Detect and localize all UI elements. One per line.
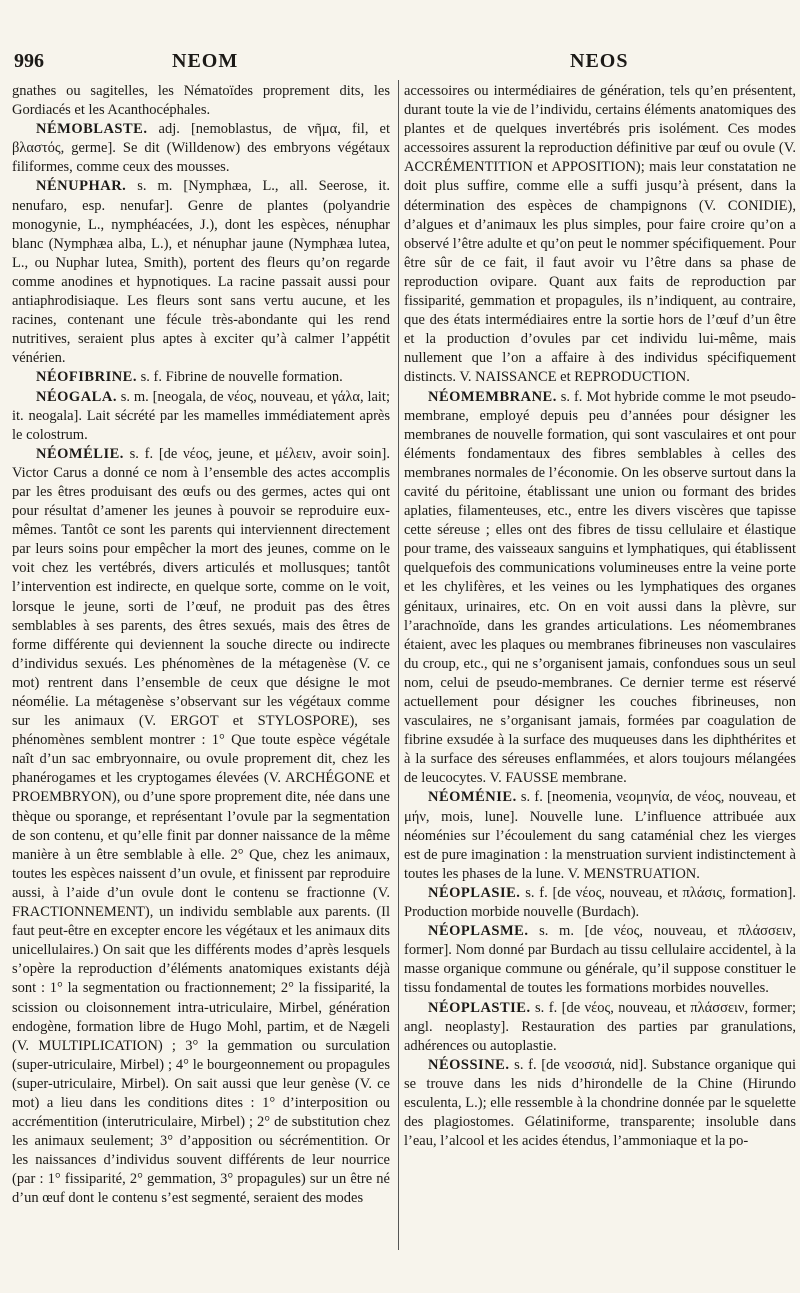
entry-neossine: [404, 1056, 796, 1151]
entry-body: s. m. [neogala, de νέος, nouveau, et γάλα, lait; it. neogala]. Lait sécrété par les mamelles immédiatement après le colostrum.: [12, 388, 390, 443]
headword: NÉOGALA.: [36, 388, 117, 405]
entry-neoplasie: [404, 884, 796, 922]
entry-body: s. f. [de νέος, nouveau, et πλάσσειν, former; angl. neoplasty]. Restauration des parties par granulations, adhérences ou autoplastie.: [404, 999, 796, 1054]
page-number: 996: [14, 50, 44, 72]
headword: NÉNUPHAR.: [36, 178, 127, 195]
headword: NÉMOBLASTE.: [36, 121, 148, 138]
left-running-head: NEOM: [172, 50, 239, 72]
entry-neoplastie: [404, 999, 796, 1056]
entry-nemoblaste: [12, 120, 390, 177]
entry-neomelie: [12, 445, 390, 1209]
entry-neomenie: [404, 788, 796, 883]
headword: NÉOMEMBRANE.: [428, 388, 557, 405]
entry-body: s. f. [de νέος, nouveau, et πλάσις, formation]. Production morbide nouvelle (Burdach).: [404, 884, 796, 921]
running-header: [0, 50, 800, 80]
headword: NÉOMÉNIE.: [428, 789, 517, 806]
entry-body: s. f. [neomenia, νεομηνία, de νέος, nouveau, et μήν, mois, lune]. Nouvelle lune. L’influence attribuée aux néoménies sur l’écoulement du sang cataménial chez les vierges est de pure imagination : la menstruation survient indistinctement à toutes les phases de la lune. V. MENSTRUATION.: [404, 789, 796, 882]
headword: NÉOSSINE.: [428, 1056, 510, 1073]
entry-body: s. f. [de νεοσσιά, nid]. Substance organique qui se trouve dans les nids d’hirondelle de la Chine (Hirundo esculenta, L.); elle ressemble à la chondrine donnée par le squelette des plagiostomes. Gélatiniforme, transparente; insoluble dans l’eau, l’alcool et les acides étendus, l’ammoniaque et la po-: [404, 1056, 796, 1150]
column-divider: [398, 80, 399, 1250]
entry-body: s. f. Mot hybride comme le mot pseudo-membrane, employé depuis peu d’années pour désigner les membranes de nouvelle formation, qui sont vasculaires et ont pour éléments fondamentaux des fibres semblables à celles des membranes normales de l’économie. On les observe surtout dans la cavité du péritoine, établissant une union ou formant des brides aplaties, filamenteuses, etc., entre les divers viscères que tapisse cette séreuse ; elles ont des fibres de tissu cellulaire et élastique pour trame, des vaisseaux sanguins et lymphatiques, qui établissent quelquefois des communications volumineuses entre la veine porte et les chylifères, et les veines ou les lymphatiques des organes génitaux, urinaires, etc. On en voit aussi dans la plèvre, sur l’arachnoïde, dans les grandes articulations. Les néomembranes étaient, avec les plaques ou membranes fibrineuses non vasculaires du croup, etc., qui ne s’organisent jamais, confondues sous un seul nom, celui de pseudo-membranes. Ce dernier terme est réservé actuellement pour désigner les couches fibrineuses, non vasculaires, ne s’organisant jamais, formées par coagulation de fibrine exsudée à la surface des muqueuses dans les diphthérites et à la surface des séreuses enflammées, et alors toujours mélangées de leucocytes. V. FAUSSE membrane.: [404, 388, 796, 787]
right-column: [404, 82, 796, 1151]
left-column: [12, 82, 390, 1209]
entry-body: s. m. [de νέος, nouveau, et πλάσσειν, former]. Nom donné par Burdach au tissu cellulaire accidentel, à la masse organique commune ou générale, qu’il suppose constituer le tissu fondamental de toutes les formations morbides nouvelles.: [404, 923, 796, 997]
entry-neoplasme: [404, 922, 796, 998]
headword: NÉOFIBRINE.: [36, 369, 137, 386]
entry-body: s. m. [Nymphæa, L., all. Seerose, it. nenufaro, esp. nenufar]. Genre de plantes (polyandrie monogynie, L., nymphéacées, J.), dont les espèces, nénuphar blanc (Nymphæa alba, L.), et nénuphar jaune (Nymphæa lutea, L., ou Nuphar lutea, Smith), portent des fleurs qu’on regarde comme anodines et hypnotiques. La racine passait aussi pour antiaphrodisiaque. Les fleurs sont sans vertu aucune, et les racines, contenant une fécule très-abondante qui les rend nutritives, seraient plus aptes à exciter qu’à calmer l’appétit vénérien.: [12, 178, 390, 367]
entry-body: adj. [nemoblastus, de νῆμα, fil, et βλαστός, germe]. Se dit (Willdenow) des embryons végétaux filiformes, comme ceux des mousses.: [12, 121, 390, 176]
entry-neofibrine: [12, 368, 390, 387]
continued-entry-text: accessoires ou intermédiaires de génération, tels qu’en présentent, durant toute la vie de l’individu, certains éléments anatomiques des plantes et de quelques invertébrés pris isolément. Ces modes accessoires assurent la reproduction définitive par œuf ou ovule (V. ACCRÉMENTITION et APPOSITION); mais leur constatation ne doit plus suffire, comme elle a suffi jusqu’à présent, dans la détermination des espèces de champignons (V. CONIDIE), d’algues et d’animaux les plus simples, pour faire croire qu’on a observé l’être adulte et qu’on peut le nommer spécifiquement. Pour être sûr de ce fait, il faut avoir vu l’être dans sa phase de reproduction ovipare. Quant aux faits de reproduction par fissiparité, gemmation et propagules, ils n’indiquent, au contraire, que des états intermédiaires entre la sortie hors de l’œuf d’un être et la production d’ovules par cet individu lui-même, mais nullement que l’on a affaire à des individus spécifiquement distincts. V. NAISSANCE et REPRODUCTION.: [404, 83, 796, 386]
entry-body: s. f. [de νέος, jeune, et μέλειν, avoir soin]. Victor Carus a donné ce nom à l’ensemble des actes accomplis par les êtres produisant des œufs ou des germes, actes qui ont pour résultat d’amener les jeunes à pouvoir se reproduire eux-mêmes. Tantôt ce sont les parents qui interviennent directement par leurs soins pour empêcher la mort des jeunes, comme on le voit chez les vertébrés, divers articulés et mollusques; tantôt l’intervention est indirecte, en quelque sorte, comme on le voit, lorsque le jeune, sorti de l’œuf, ne produit pas des êtres semblables à ses parents, des êtres sexués, mais des êtres de forme différente qui deviennent la souche directe ou indirecte d’individus sexués. Les phénomènes de la métagenèse (V. ce mot) rentrent dans l’ensemble de ceux que désigne le mot néomélie. La métagenèse s’observant sur les végétaux comme sur les animaux (V. ERGOT et STYLOSPORE), ses phénomènes semblent montrer : 1° Que toute espèce végétale naît d’un sac embryonnaire, ou ovule proprement dit, chez les phanérogames et les cryptogames élevées (V. ARCHÉGONE et PROEMBRYON), ou d’une spore proprement dite, née dans une thèque ou sporange, et représentant l’ovule par la segmentation de son contenu, et qu’elle finit par donner naissance de la même manière à un être semblable à elle. 2° Que, chez les animaux, toutes les espèces naissent d’un ovule, et finissent par reproduire aussi, à l’aide d’un ovule dont le contenu se fractionne (V. FRACTIONNEMENT), un individu semblable aux parents. (Il faut peut-être en excepter encore les végétaux et les animaux dits unicellulaires.) On sait que les différents modes d’après lesquels s’opère la reproduction d’éléments anatomiques existants déjà sont : 1° la segmentation ou fractionnement; 2° la fissiparité, la scission ou cloisonnement intra-utriculaire, Mirbel, génération endogène, formation libre de Hugo Mohl, partim, et de Nægeli (V. MULTIPLICATION) ; 3° la gemmation ou surculation (super-utriculaire, Mirbel) ; 4° le bourgeonnement ou propagules (super-utriculaire, Mirbel). On sait aussi que leur genèse (V. ce mot) a lieu dans les conditions dites : 1° d’interposition ou accrémentition (interutriculaire, Mirbel) ; 2° de substitution chez les animaux seulement; 3° d’apposition ou sécrémentition. Or les naissances d’individus souvent différents de leur nourrice (par : 1° fissiparité, 2° gemmation, 3° propagules) sur un être né d’un œuf dont le contenu s’est segmenté, seraient des modes: [12, 445, 390, 1207]
entry-nenuphar: [12, 177, 390, 368]
headword: NÉOMÉLIE.: [36, 445, 124, 462]
right-running-head: NEOS: [570, 50, 629, 72]
entry-neogala: [12, 388, 390, 445]
headword: NÉOPLASTIE.: [428, 999, 531, 1016]
headword: NÉOPLASME.: [428, 923, 529, 940]
continued-entry-text: gnathes ou sagitelles, les Nématoïdes proprement dits, les Gordiacés et les Acanthocéphales.: [12, 83, 390, 119]
entry-body: s. f. Fibrine de nouvelle formation.: [136, 369, 343, 386]
headword: NÉOPLASIE.: [428, 884, 521, 901]
entry-neomembrane: [404, 388, 796, 789]
